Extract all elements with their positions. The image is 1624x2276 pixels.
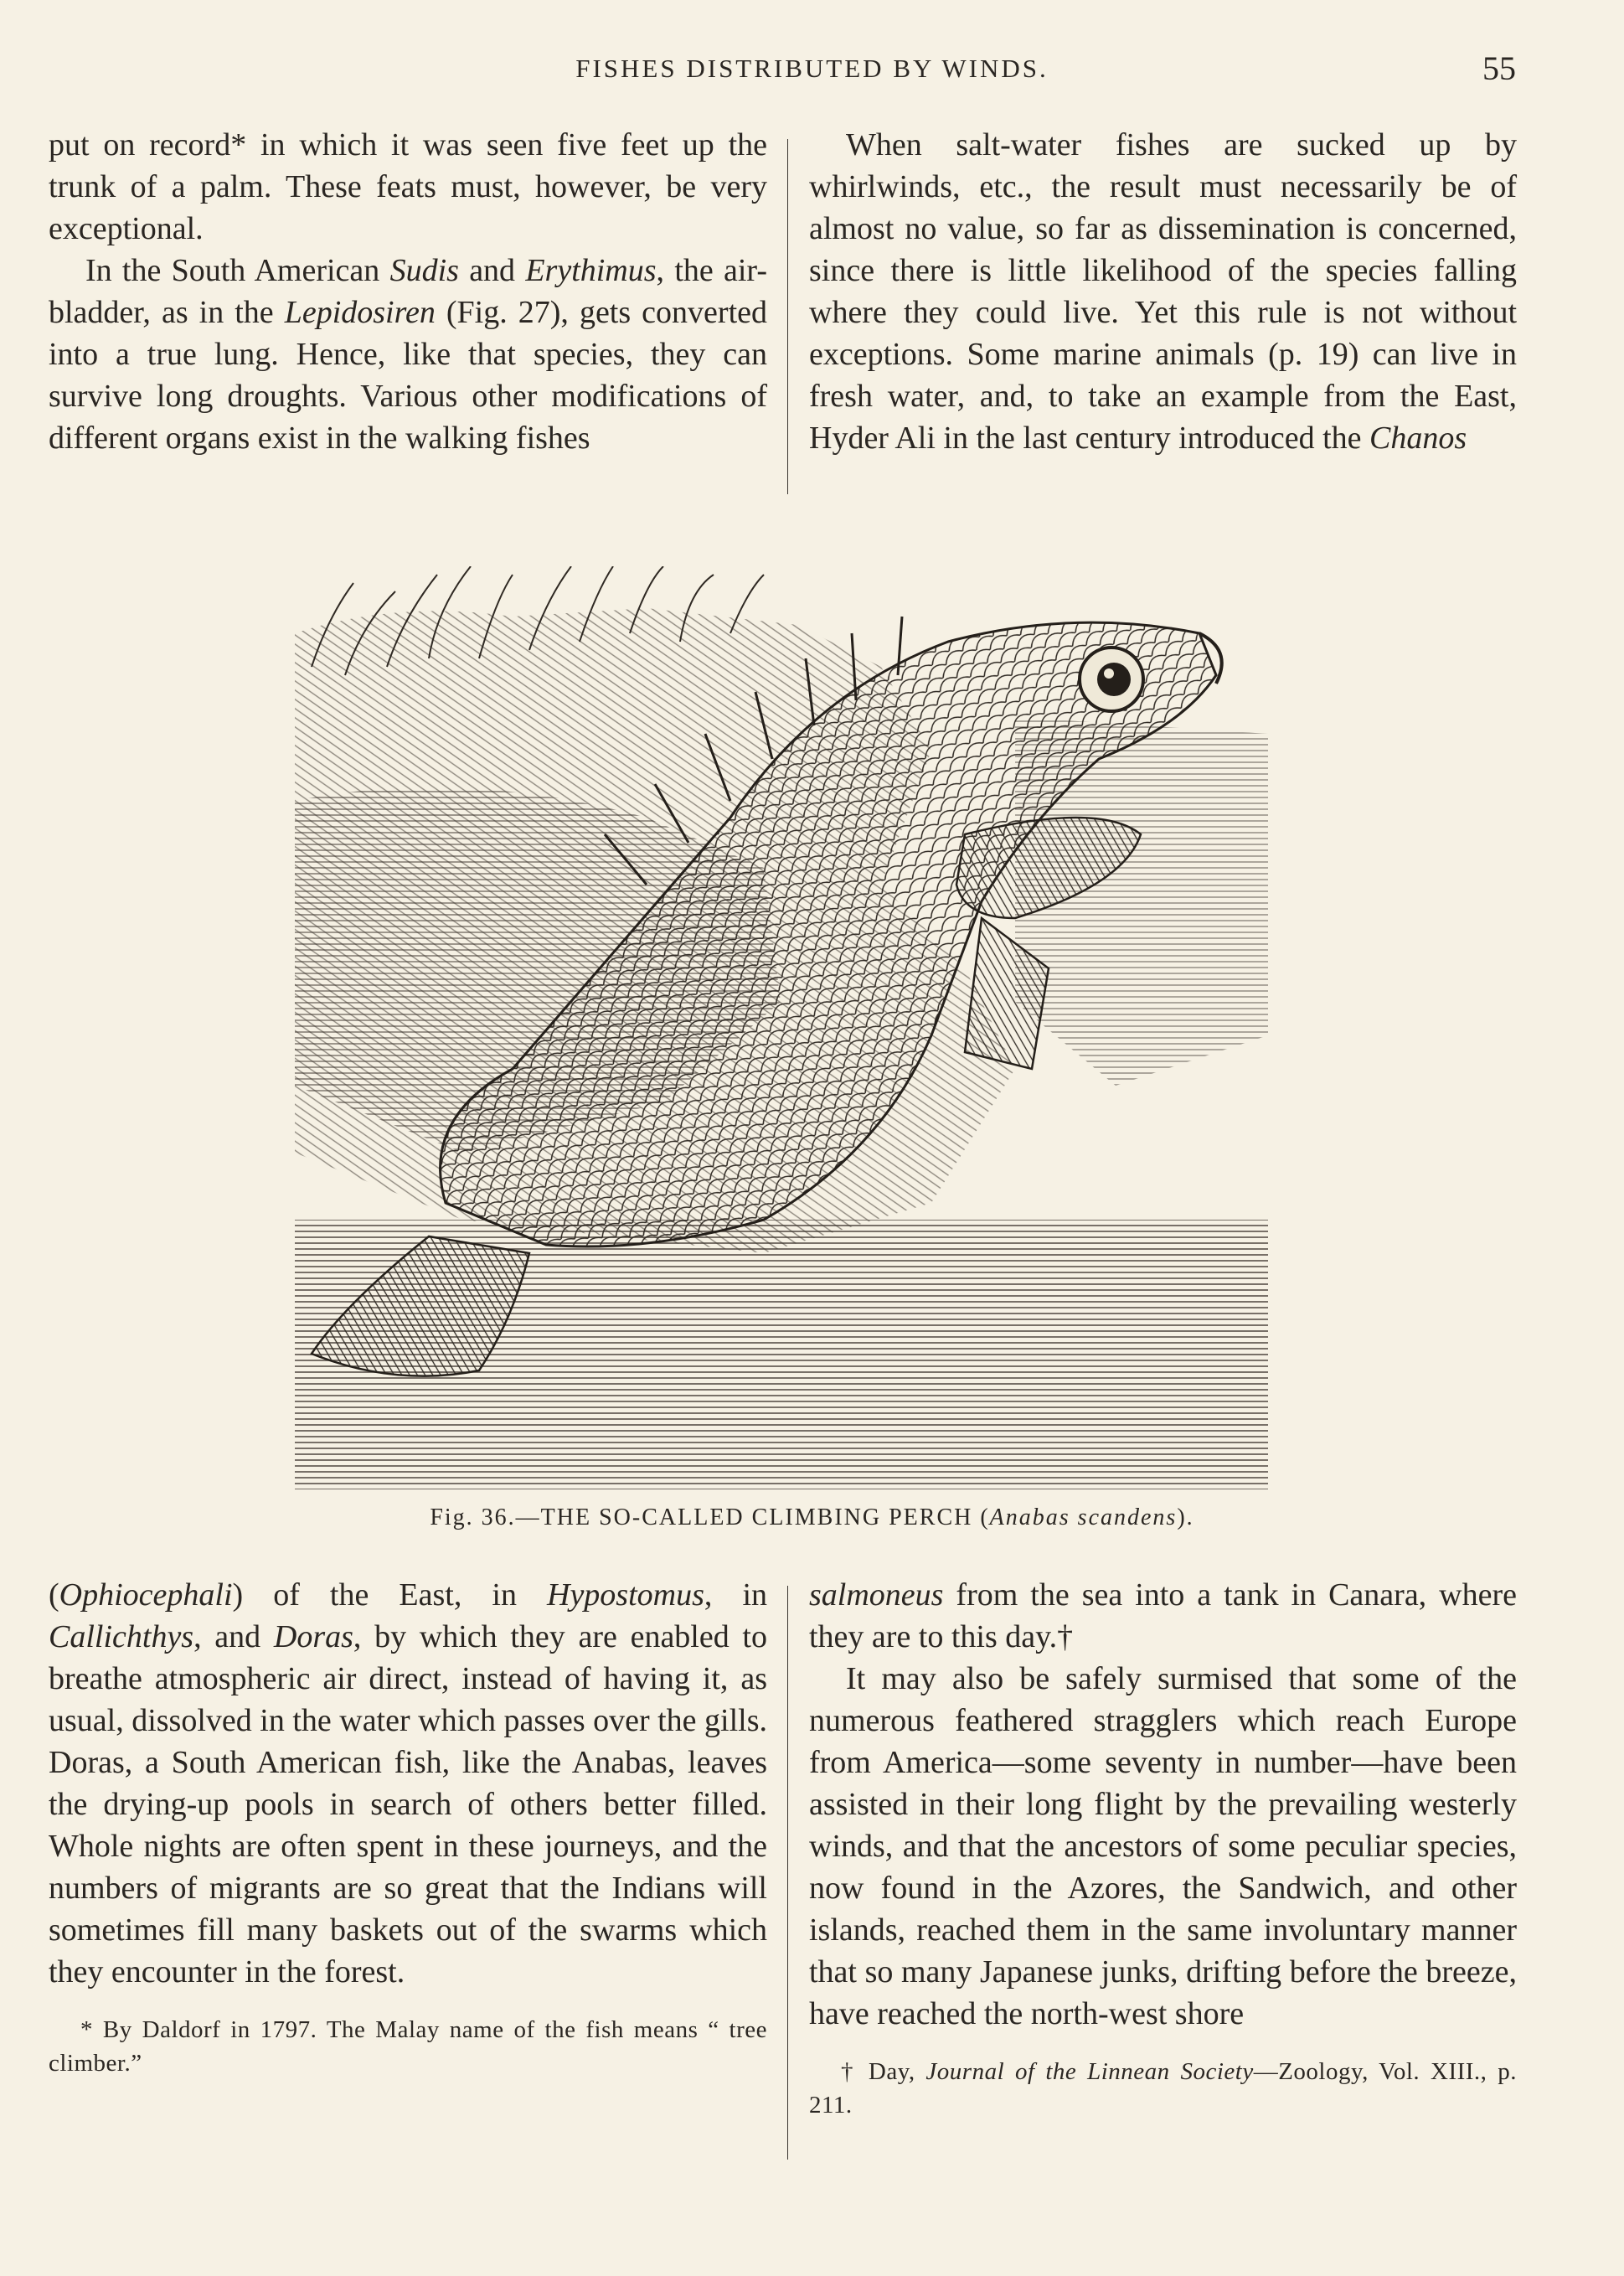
- column-top-left: [49, 124, 767, 459]
- page-number: 55: [1482, 49, 1516, 87]
- column-bottom-left: [49, 1574, 767, 2080]
- paragraph: put on record* in which it was seen five feet up the trunk of a palm. These feats must, however, be very exceptional.: [49, 127, 767, 246]
- paragraph: When salt-water fishes are sucked up by whirlwinds, etc., the result must necessarily be of almost no value, so far as dissemination is concerned, since there is little likelihood of the species falling where they could live. Yet this rule is not without exceptions. Some marine animals (p. 19) can live in fresh water, and, to take an example from the East, Hyder Ali in the last century introduced the Chanos: [809, 127, 1517, 456]
- running-title: FISHES DISTRIBUTED BY WINDS.: [575, 54, 1049, 83]
- footnote: * By Daldorf in 1797. The Malay name of the fish means “ tree climber.”: [49, 2016, 767, 2077]
- climbing-perch-engraving: [295, 566, 1268, 1489]
- paragraph: salmoneus from the sea into a tank in Canara, where they are to this day.†: [809, 1577, 1517, 1654]
- column-divider: [787, 1586, 788, 2160]
- figure-caption: Fig. 36.—THE SO-CALLED CLIMBING PERCH (Anabas scandens).: [430, 1504, 1194, 1530]
- paragraph: (Ophiocephali) of the East, in Hypostomus, in Callichthys, and Doras, by which they are enabled to breathe atmospheric air direct, instead of having it, as usual, dissolved in the water which passes over the gills. Doras, a South American fish, like the Anabas, leaves the drying-up pools in search of others better filled. Whole nights are often spent in these journeys, and the numbers of migrants are so great that the Indians will sometimes fill many baskets out of the swarms which they encounter in the forest.: [49, 1577, 768, 1990]
- paragraph: It may also be safely surmised that some of the numerous feathered stragglers which reach Europe from America—some seventy in number—have been assisted in their long flight by the prevailing westerly winds, and that the ancestors of some peculiar species, now found in the Azores, the Sandwich, and other islands, reached them in the same involuntary manner that so many Japanese junks, drifting before the breeze, have reached the north-west shore: [809, 1661, 1517, 2031]
- footnote: † Day, Journal of the Linnean Society—Zoology, Vol. XIII., p. 211.: [809, 2058, 1517, 2119]
- column-top-right: [809, 124, 1517, 459]
- paragraph: In the South American Sudis and Erythimus, the air-bladder, as in the Lepidosiren (Fig. 27), gets converted into a true lung. Hence, like that species, they can survive long droughts. Various other modifications of different organs exist in the walking fishes: [49, 253, 767, 456]
- column-divider: [787, 139, 788, 494]
- column-bottom-right: [809, 1574, 1517, 2122]
- running-head: [0, 49, 1624, 90]
